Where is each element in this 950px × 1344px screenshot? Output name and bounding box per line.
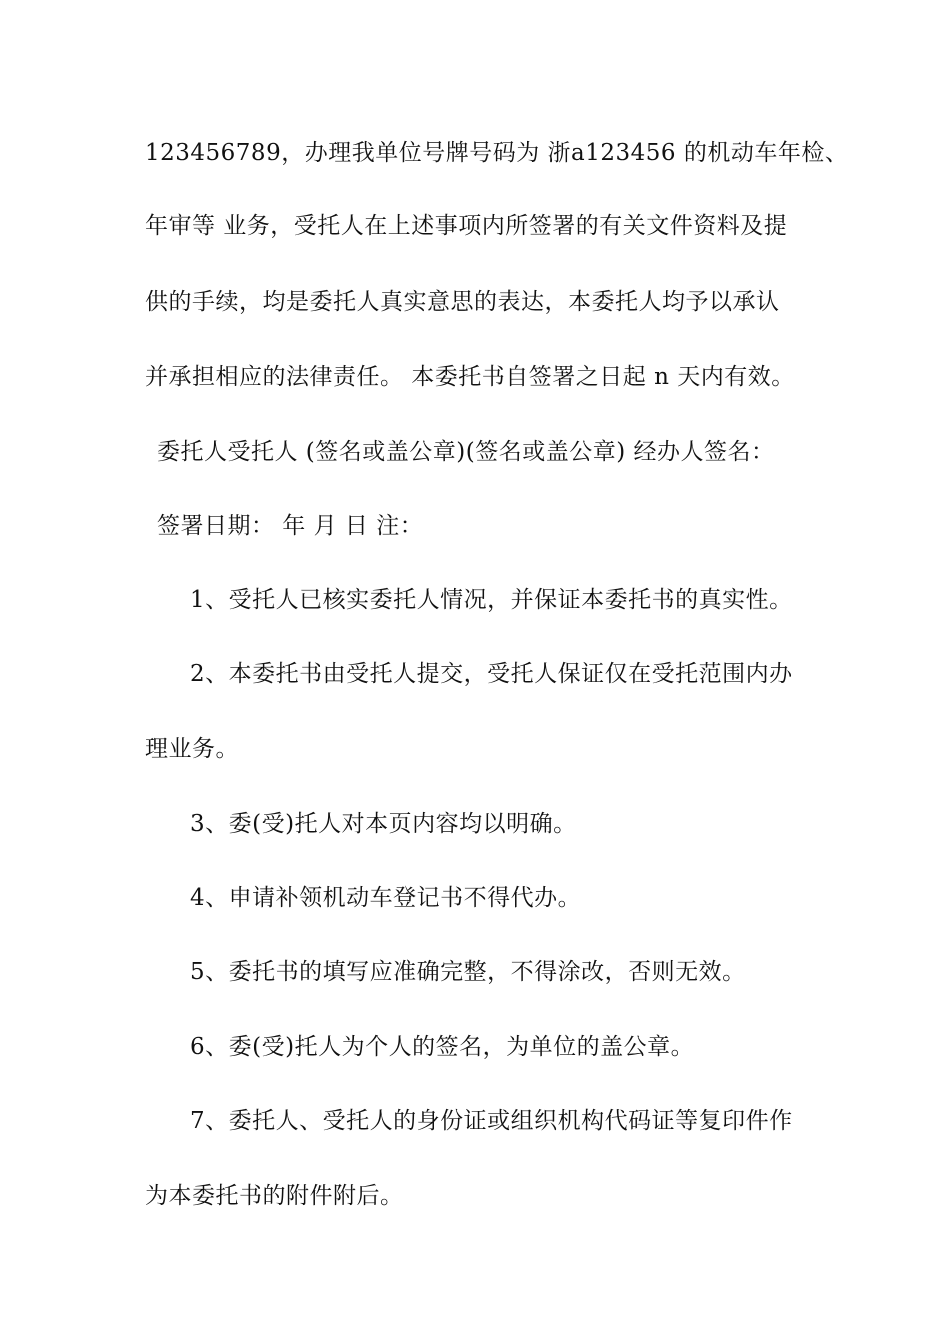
note-item-2-continued: 理业务。 [145,736,239,762]
text-line-1: 123456789，办理我单位号牌号码为 浙a123456 的机动车年检、 [145,140,849,166]
note-item-7-continued: 为本委托书的附件附后。 [145,1183,404,1209]
note-item-2: 2、本委托书由受托人提交，受托人保证仅在受托范围内办 [190,661,793,687]
text-line-4: 并承担相应的法律责任。 本委托书自签署之日起 n 天内有效。 [145,364,795,390]
note-item-1: 1、受托人已核实委托人情况，并保证本委托书的真实性。 [190,587,793,613]
note-item-4: 4、申请补领机动车登记书不得代办。 [190,885,582,911]
date-line: 签署日期： 年 月 日 注： [157,513,424,539]
text-line-2: 年审等 业务，受托人在上述事项内所签署的有关文件资料及提 [145,213,788,239]
note-item-6: 6、委(受)托人为个人的签名，为单位的盖公章。 [190,1034,695,1060]
text-line-3: 供的手续，均是委托人真实意思的表达，本委托人均予以承认 [145,289,780,315]
note-item-5: 5、委托书的填写应准确完整，不得涂改，否则无效。 [190,959,746,985]
note-item-7: 7、委托人、受托人的身份证或组织机构代码证等复印件作 [190,1108,793,1134]
note-item-3: 3、委(受)托人对本页内容均以明确。 [190,811,577,837]
signature-line: 委托人受托人 (签名或盖公章)(签名或盖公章) 经办人签名： [157,439,775,465]
